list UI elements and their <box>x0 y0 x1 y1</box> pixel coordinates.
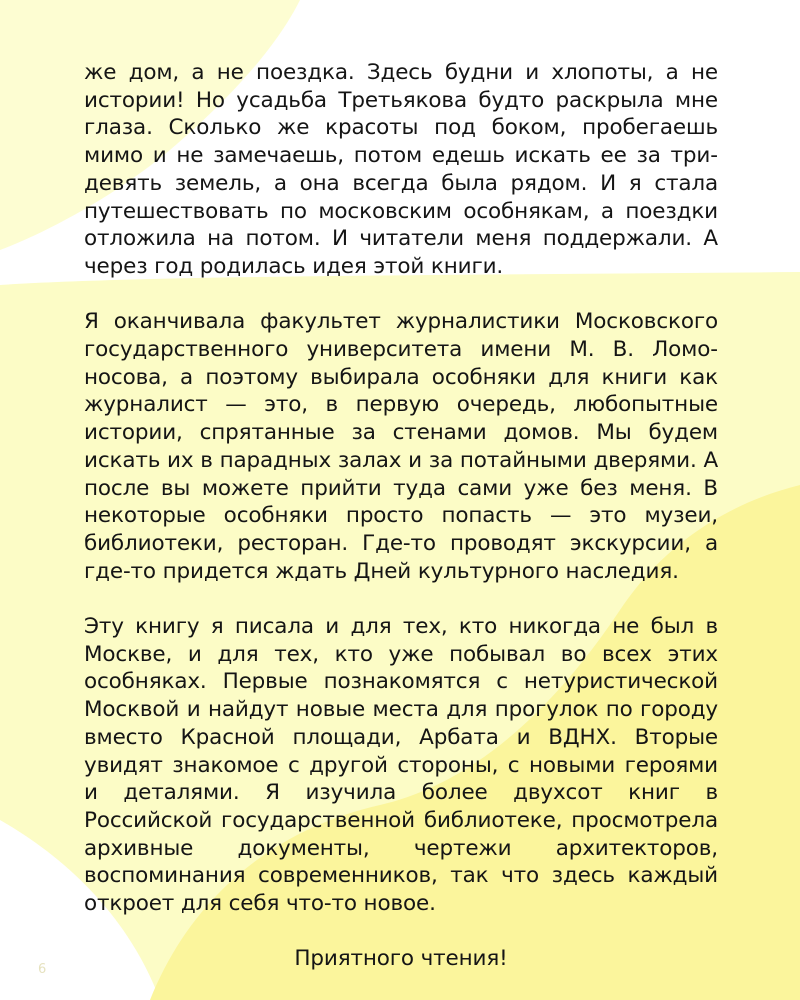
paragraph-2: Я оканчивала факультет журналистики Московского государственного университета имени М. В. Ломоносова, а поэтому выбирала особняки для книги как журналист — это, в первую очередь, любопытные истории, спрятанные за стенами домов. Мы будем искать их в парадных залах и за потайными дверями. А после вы можете прийти туда сами уже без меня. В некоторые особняки просто попасть — это музеи, библиотеки, ресторан. Где-то проводят экскурсии, а где-то придется ждать Дней культурного наследия. <box>84 309 718 584</box>
paragraph-1: же дом, а не поездка. Здесь будни и хлопоты, а не истории! Но усадьба Третьякова будто раскрыла мне глаза. Сколько же красоты под боком, пробегаешь мимо и не замечаешь, потом едешь искать ее за тридевять земель, а она всегда была рядом. И я стала путешествовать по московским особнякам, а поездки отложила на потом. И читатели меня поддержали. А через год родилась идея этой книги. <box>84 60 718 279</box>
closing-line: Приятного чтения! <box>294 946 508 972</box>
page-text <box>84 59 718 973</box>
page-number: 6 <box>38 962 47 977</box>
paragraph-3: Эту книгу я писала и для тех, кто никогда не был в Москве, и для тех, кто уже побывал во всех этих особняках. Первые познакомятся с нетуристической Москвой и найдут новые места для прогулок по городу вместо Красной площади, Арбата и ВДНХ. Вторые увидят знакомое с другой стороны, с новыми героями и деталями. Я изучила более двухсот книг в Российской государственной библиотеке, просмотрела архивные документы, чертежи архитекторов, воспоминания современников, так что здесь каждый откроет для себя что-то новое. <box>84 614 718 917</box>
